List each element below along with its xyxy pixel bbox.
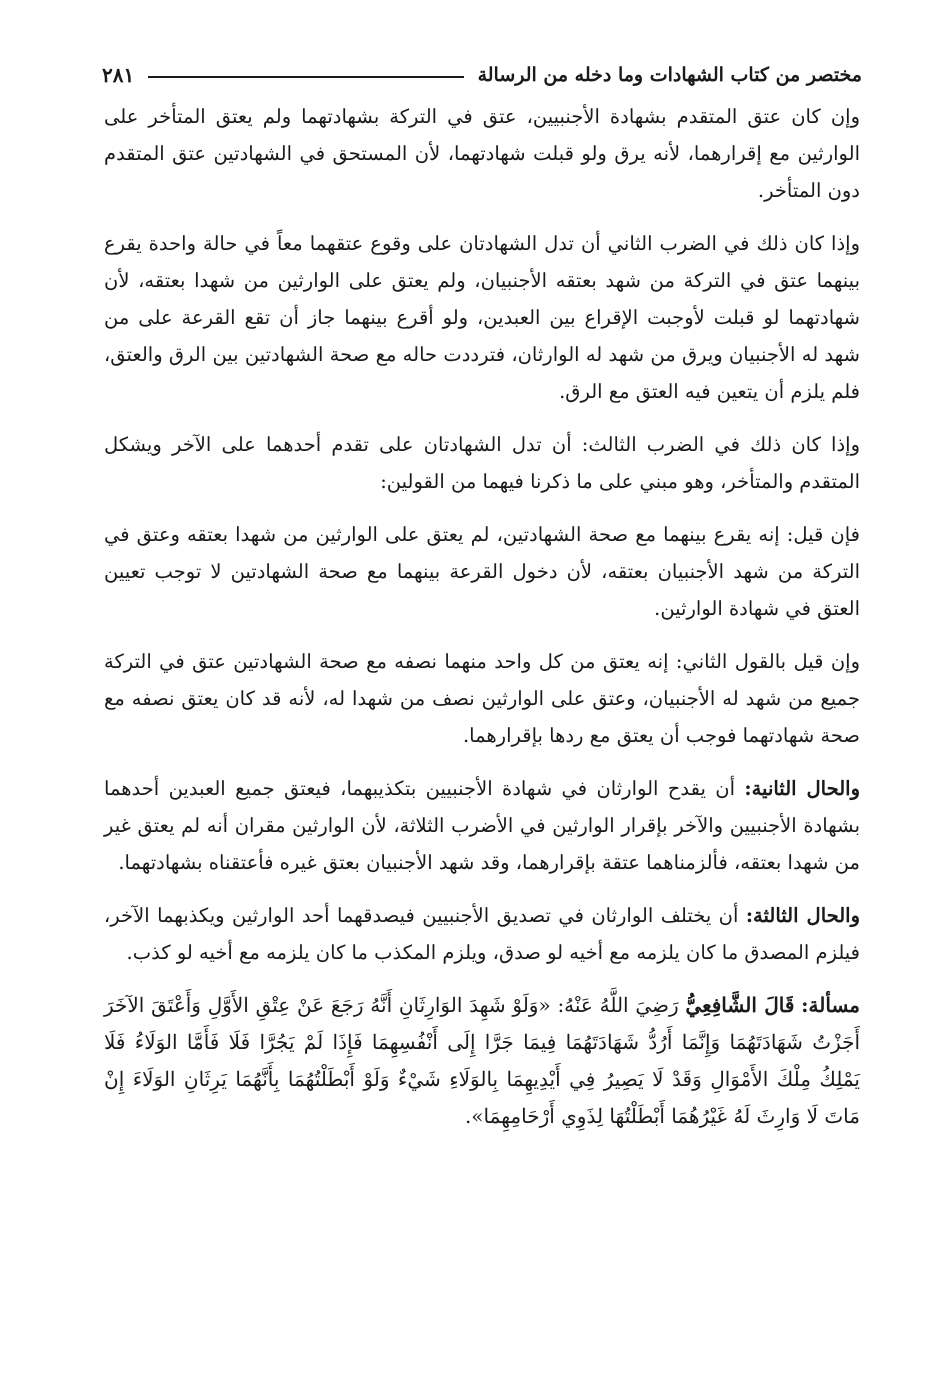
page-number: ٢٨١ [102, 63, 135, 87]
paragraph-6 [104, 770, 860, 881]
header-rule [148, 76, 463, 78]
paragraph-7 [104, 897, 860, 971]
running-title: مختصر من كتاب الشهادات وما دخله من الرسالة [477, 64, 862, 86]
paragraph-text: أن يختلف الوارثان في تصديق الأجنبيين فيصدقهما أحد الوارثين ويكذبهما الآخر، فيلزم المصدق ما كان يلزمه مع أخيه لو صدق، ويلزم المكذب ما كان يلزمه مع أخيه لو كذب. [104, 904, 860, 964]
masala-paragraph [104, 987, 860, 1135]
masala-honorific: رَضِيَ اللَّهُ عَنْهُ: [557, 993, 679, 1017]
paragraph-text: وإن كان عتق المتقدم بشهادة الأجنبيين، عتق في التركة بشهادتهما ولم يعتق المتأخر على الوارثين مع إقرارهما، لأنه يرق ولو قبلت شهادتهما، لأن المستحق في الشهادتين عتق المتقدم دون المتأخر. [104, 105, 860, 202]
paragraph-3 [104, 426, 860, 500]
masala-quote: «وَلَوْ شَهِدَ الوَارِثَانِ أَنَّهُ رَجَعَ عَنْ عِتْقِ الأَوَّلِ وَأَعْتَقَ الآخَرَ أَجَزْتُ شَهَادَتَهُمَا وَإِنَّمَا أَرُدُّ شَهَادَتَهُمَا فِيمَا جَرَّا إِلَى أَنْفُسِهِمَا فَإِذَا لَمْ يَجُرَّا فَلَا فَأَمَّا الوَلَاءُ فَلَا يَمْلِكُ مِلْكَ الأَمْوَالِ وَقَدْ لَا يَصِيرُ فِي أَيْدِيهِمَا بِالوَلَاءِ شَيْءٌ وَلَوْ أَبْطَلْتُهُمَا بِأَنَّهُمَا يَرِثَانِ الوَلَاءَ إِنْ مَاتَ لَا وَارِثَ لَهُ غَيْرُهُمَا أَبْطَلْتُهَا لِذَوِي أَرْحَامِهِمَا». [104, 993, 861, 1128]
running-header [102, 60, 862, 90]
masala-label: مسألة: [801, 993, 861, 1017]
paragraph-lead: والحال الثانية: [744, 777, 860, 800]
paragraph-text: وإذا كان ذلك في الضرب الثالث: أن تدل الشهادتان على تقدم أحدهما على الآخر ويشكل المتقدم والمتأخر، وهو مبني على ما ذكرنا فيهما من القولين: [104, 433, 860, 493]
body-text [104, 98, 860, 1151]
paragraph-text: وإذا كان ذلك في الضرب الثاني أن تدل الشهادتان على وقوع عتقهما معاً في حالة واحدة يقرع بينهما عتق في التركة من شهد بعتقه الأجنبيان، ولم يعتق على الوارثين من شهدا بعتقه، لأن شهادتهما لو قبلت لأوجبت الإقراع بين العبدين، ولو أقرع بينهما جاز أن تقع القرعة على من شهد له الأجنبيان ويرق من شهد له الوارثان، فترددت حاله مع صحة الشهادتين بين الرق والعتق، فلم يلزم أن يتعين فيه العتق مع الرق. [104, 232, 860, 403]
paragraph-5 [104, 643, 860, 754]
paragraph-4 [104, 516, 860, 627]
paragraph-text: فإن قيل: إنه يقرع بينهما مع صحة الشهادتين، لم يعتق على الوارثين من شهدا بعتقه وعتق في التركة من شهد الأجنبيان بعتقه، لأن دخول القرعة بينهما مع صحة الشهادتين لا توجب تعيين العتق في شهادة الوارثين. [104, 523, 860, 620]
paragraph-text: أن يقدح الوارثان في شهادة الأجنبيين بتكذيبهما، فيعتق جميع العبدين أحدهما بشهادة الأجنبيين والآخر بإقرار الوارثين في الأضرب الثلاثة، لأن الوارثين مقران أنه لم يعتق غير من شهدا بعتقه، فألزمناهما عتقة بإقرارهما، وقد شهد الأجنبيان بعتق غيره فأعتقناه بشهادتهما. [104, 777, 860, 874]
paragraph-1 [104, 98, 860, 209]
paragraph-lead: والحال الثالثة: [745, 904, 860, 927]
masala-speaker: قَالَ الشَّافِعِيُّ [685, 993, 795, 1017]
paragraph-text: وإن قيل بالقول الثاني: إنه يعتق من كل واحد منهما نصفه مع صحة الشهادتين عتق في التركة جميع من شهد له الأجنبيان، وعتق على الوارثين نصف من شهدا له، لأنه قد كان يعتق نصفه مع صحة شهادتهما فوجب أن يعتق مع ردها بإقرارهما. [104, 650, 860, 747]
paragraph-2 [104, 225, 860, 410]
